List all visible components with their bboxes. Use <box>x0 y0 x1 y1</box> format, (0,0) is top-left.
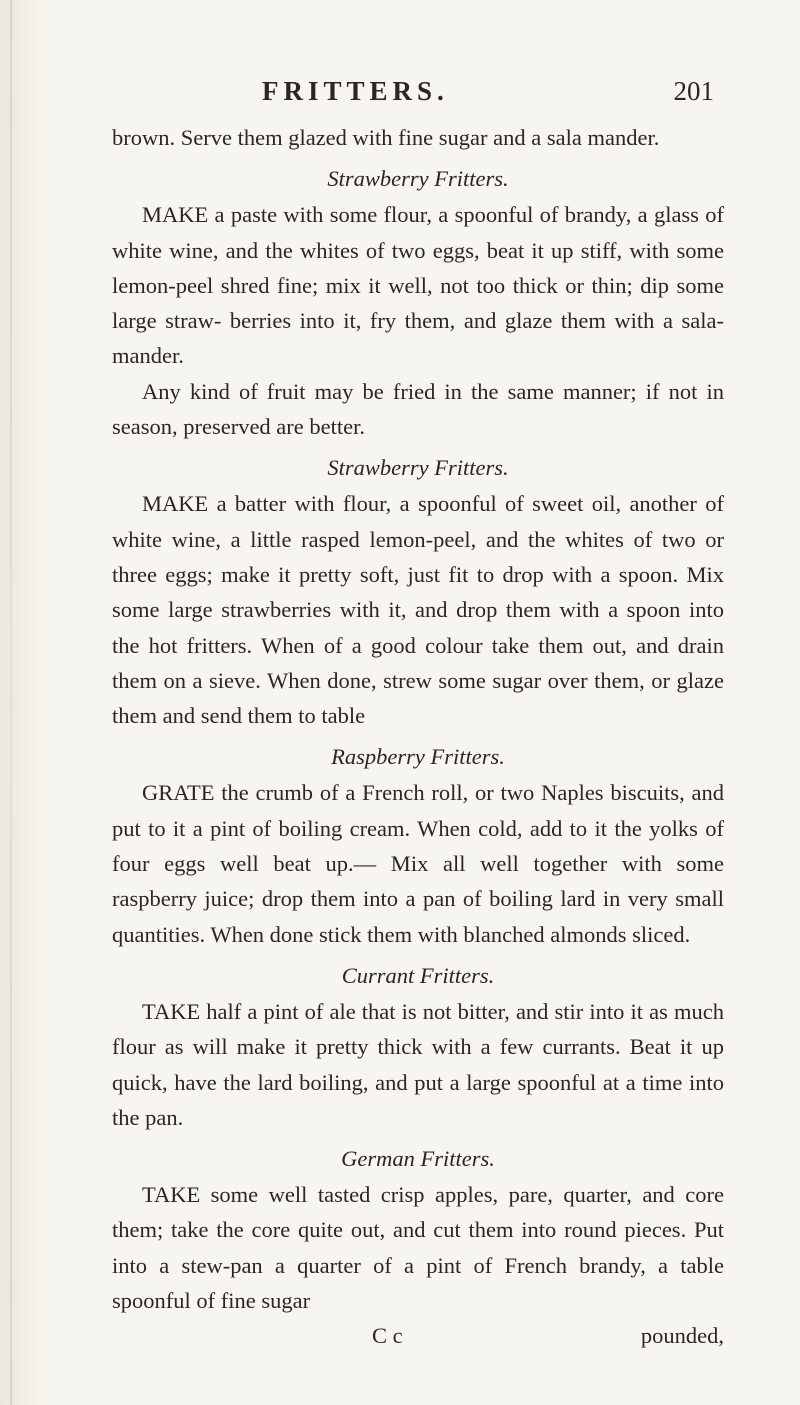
recipe-paragraph: MAKE a paste with some flour, a spoonful of brandy, a glass of white wine, and the whites of two eggs, beat it up stiff, with some lemon-peel shred fine; mix it well, not too thick or thin; dip some large straw- berries into it, fry them, and glaze them with a sala- mander. <box>112 202 724 369</box>
running-head <box>0 76 800 110</box>
recipe-strawberry-fritters-2 <box>112 450 724 733</box>
recipe-heading: German Fritters. <box>341 1146 495 1172</box>
recipe-paragraph: TAKE half a pint of ale that is not bitter, and stir into it as much flour as will make it pretty thick with a few currants. Beat it up quick, have the lard boiling, and put a large spoonful at a time into the pan. <box>112 998 724 1130</box>
recipe-currant-fritters <box>112 958 724 1135</box>
page-number: 201 <box>673 76 714 106</box>
recipe-heading: Strawberry Fritters. <box>327 455 509 481</box>
recipe-raspberry-fritters <box>112 739 724 951</box>
recipe-heading: Raspberry Fritters. <box>331 744 505 770</box>
intro-continuation: brown. Serve them glazed with fine sugar and a sala mander. <box>112 125 660 150</box>
page-title: FRITTERS. <box>262 76 449 106</box>
recipe-strawberry-fritters-1 <box>112 161 724 444</box>
page-body <box>112 120 724 1354</box>
recipe-paragraph: TAKE some well tasted crisp apples, pare, quarter, and core them; take the core quite out, and cut them into round pieces. Put into a stew-pan a quarter of a pint of French brandy, a table spoonful of fine sugar <box>112 1182 724 1314</box>
recipe-paragraph: GRATE the crumb of a French roll, or two Naples biscuits, and put to it a pint of boiling cream. When cold, add to it the yolks of four eggs well beat up.— Mix all well together with some raspberry juice; drop them into a pan of boiling lard in very small quantities. When done stick them with blanched almonds sliced. <box>112 780 724 947</box>
recipe-german-fritters <box>112 1141 724 1318</box>
recipe-paragraph: MAKE a batter with flour, a spoonful of sweet oil, another of white wine, a little rasped lemon-peel, and the whites of two or three eggs; make it pretty soft, just fit to drop with a spoon. Mix some large strawberries with it, and drop them with a spoon into the hot fritters. When of a good colour take them out, and drain them on a sieve. When done, strew some sugar over them, or glaze them and send them to table <box>112 491 724 729</box>
catchword: pounded, <box>640 1323 724 1349</box>
recipe-heading: Currant Fritters. <box>341 962 495 988</box>
page-footer <box>112 1318 724 1354</box>
recipe-heading: Strawberry Fritters. <box>327 166 509 192</box>
recipe-paragraph: Any kind of fruit may be fried in the same manner; if not in season, preserved are better. <box>112 378 724 440</box>
signature-mark: C c <box>372 1323 403 1349</box>
